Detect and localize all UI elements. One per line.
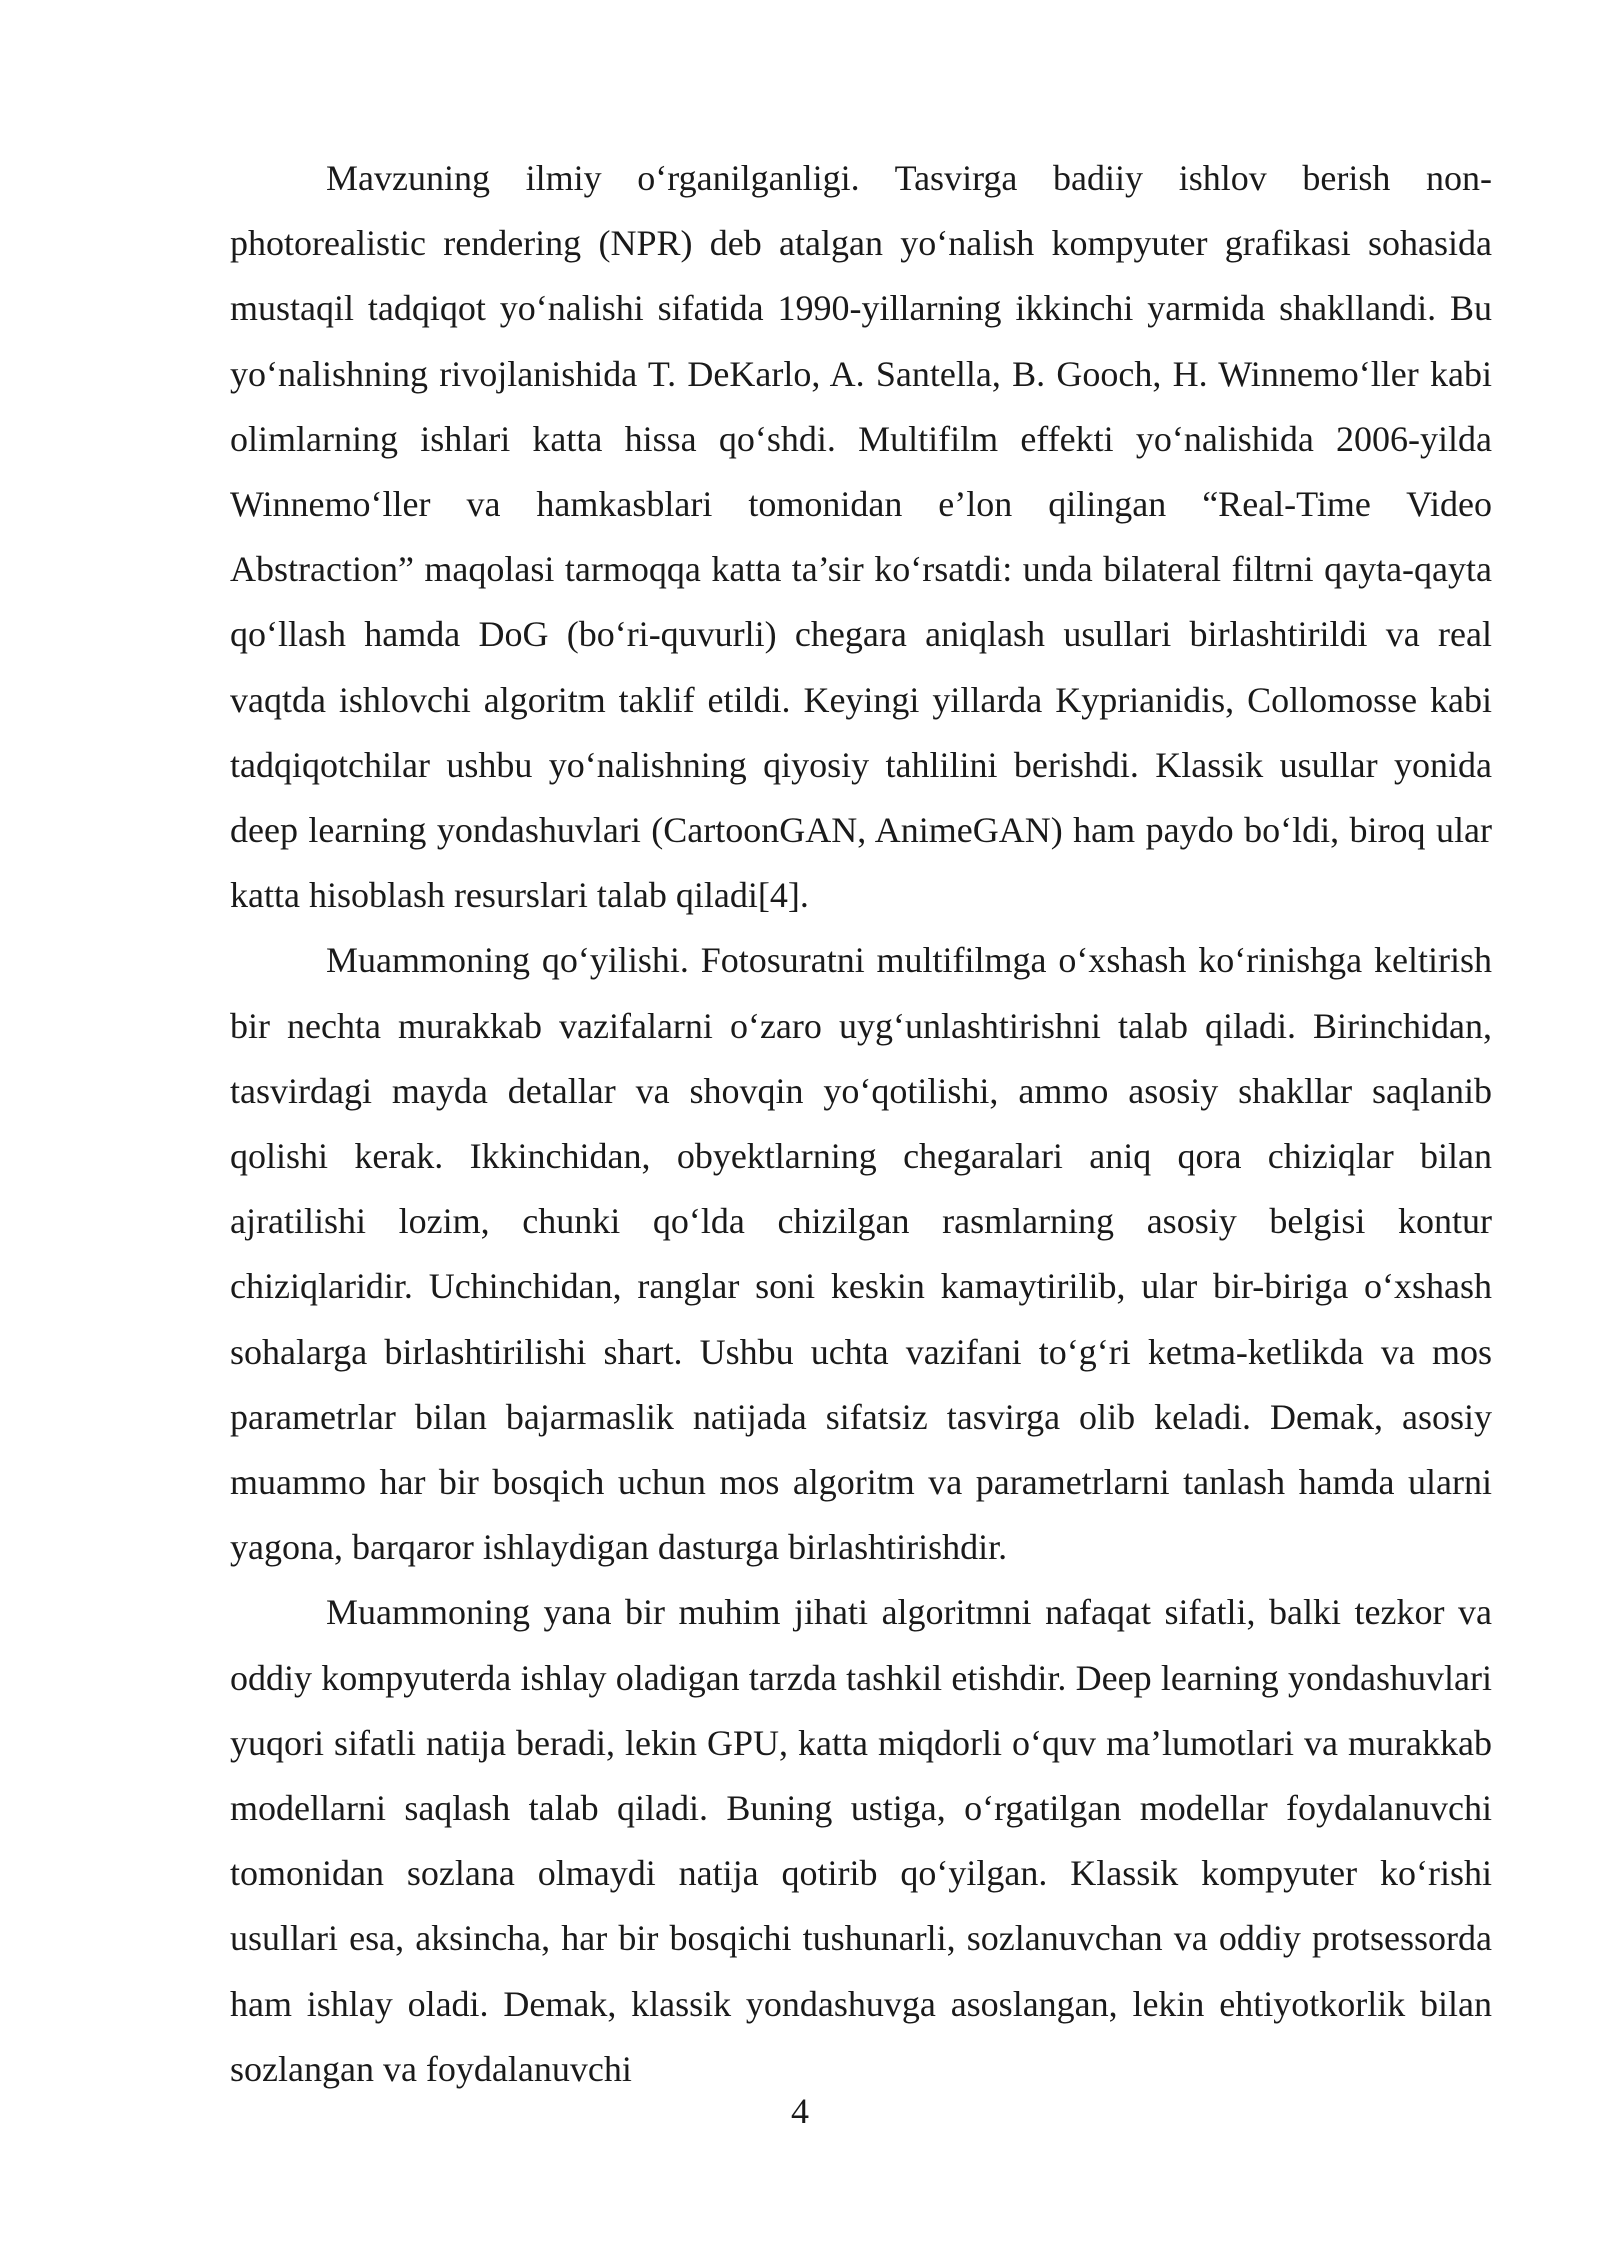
paragraph-research-background: Mavzuning ilmiy o‘rganilganligi. Tasvirga badiiy ishlov berish non-photorealistic rendering (NPR) deb atalgan yo‘nalish kompyuter grafikasi sohasida mustaqil tadqiqot yo‘nalishi sifatida 1990-yillarning ikkinchi yarmida shakllandi. Bu yo‘nalishning rivojlanishida T. DeKarlo, A. Santella, B. Gooch, H. Winnemo‘ller kabi olimlarning ishlari katta hissa qo‘shdi. Multifilm effekti yo‘nalishida 2006-yilda Winnemo‘ller va hamkasblari tomonidan e’lon qilingan “Real-Time Video Abstraction” maqolasi tarmoqqa katta ta’sir ko‘rsatdi: unda bilateral filtrni qayta-qayta qo‘llash hamda DoG (bo‘ri-quvurli) chegara aniqlash usullari birlashtirildi va real vaqtda ishlovchi algoritm taklif etildi. Keyingi yillarda Kyprianidis, Collomosse kabi tadqiqotchilar ushbu yo‘nalishning qiyosiy tahlilini berishdi. Klassik usullar yonida deep learning yondashuvlari (CartoonGAN, AnimeGAN) ham paydo bo‘ldi, biroq ular katta hisoblash resurslari talab qiladi[4]. <box>230 158 1492 916</box>
document-body <box>230 146 1492 2102</box>
paragraph-problem-aspect: Muammoning yana bir muhim jihati algoritmni nafaqat sifatli, balki tezkor va oddiy kompyuterda ishlay oladigan tarzda tashkil etishdir. Deep learning yondashuvlari yuqori sifatli natija beradi, lekin GPU, katta miqdorli o‘quv ma’lumotlari va murakkab modellarni saqlash talab qiladi. Buning ustiga, o‘rgatilgan modellar foydalanuvchi tomonidan sozlana olmaydi natija qotirib qo‘yilgan. Klassik kompyuter ko‘rishi usullari esa, aksincha, har bir bosqichi tushunarli, sozlanuvchan va oddiy protsessorda ham ishlay oladi. Demak, klassik yondashuvga asoslangan, lekin ehtiyotkorlik bilan sozlangan va foydalanuvchi <box>230 1592 1492 2089</box>
paragraph-problem-statement: Muammoning qo‘yilishi. Fotosuratni multifilmga o‘xshash ko‘rinishga keltirish bir nechta murakkab vazifalarni o‘zaro uyg‘unlashtirishni talab qiladi. Birinchidan, tasvirdagi mayda detallar va shovqin yo‘qotilishi, ammo asosiy shakllar saqlanib qolishi kerak. Ikkinchidan, obyektlarning chegaralari aniq qora chiziqlar bilan ajratilishi lozim, chunki qo‘lda chizilgan rasmlarning asosiy belgisi kontur chiziqlaridir. Uchinchidan, ranglar soni keskin kamaytirilib, ular bir-biriga o‘xshash sohalarga birlashtirilishi shart. Ushbu uchta vazifani to‘g‘ri ketma-ketlikda va mos parametrlar bilan bajarmaslik natijada sifatsiz tasvirga olib keladi. Demak, asosiy muammo har bir bosqich uchun mos algoritm va parametrlarni tanlash hamda ularni yagona, barqaror ishlaydigan dasturga birlashtirishdir. <box>230 940 1492 1568</box>
page-number: 4 <box>791 2091 809 2131</box>
